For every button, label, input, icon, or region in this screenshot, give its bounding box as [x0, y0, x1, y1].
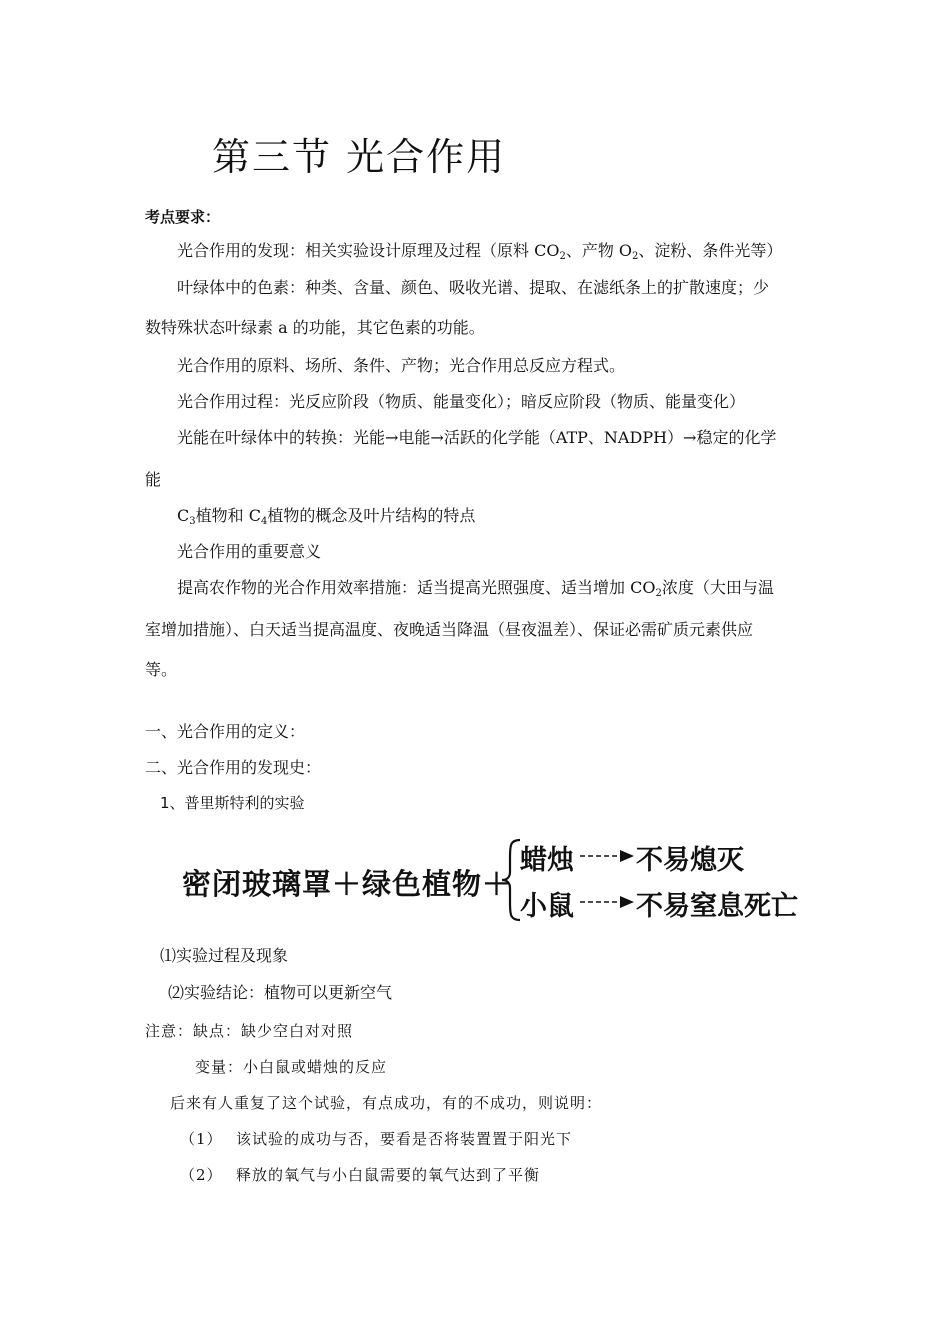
requirements-heading: 考点要求：: [145, 208, 221, 226]
req-efficiency-line2: 室增加措施）、白天适当提高温度、夜晚适当降温（昼夜温差）、保证必需矿质元素供应: [145, 620, 754, 639]
mouse-result: 不易窒息死亡: [636, 891, 798, 922]
section-priestley: 1、普里斯特利的实验: [160, 794, 305, 812]
req-efficiency-line3: 等。: [145, 660, 178, 679]
diagram-left-text: 密闭玻璃罩＋绿色植物＋: [182, 867, 513, 901]
req-discovery-a: 光合作用的发现：相关实验设计原理及过程（原料 CO: [177, 241, 560, 260]
co2-subscript: 2: [559, 251, 566, 262]
c3c4-end: 植物的概念及叶片结构的特点: [267, 506, 476, 525]
req-discovery-c: 、淀粉、条件光等）: [638, 241, 783, 260]
c3c4-mid: 植物和 C: [195, 506, 261, 525]
note-attention: 注意：缺点：缺少空白对对照: [145, 1022, 354, 1040]
c4-subscript: 4: [260, 516, 268, 527]
c3-subscript: 3: [189, 516, 196, 527]
req-c3c4: [177, 506, 475, 526]
section-one: 一、光合作用的定义：: [145, 722, 306, 741]
arrow-right-icon: [578, 891, 636, 913]
page-title: 第三节 光合作用: [212, 135, 507, 179]
efficiency-a: 提高农作物的光合作用效率措施：适当提高光照强度、适当增加 CO: [177, 578, 656, 597]
efficiency-b: 浓度（大田与温: [661, 578, 774, 597]
req-significance: 光合作用的重要意义: [177, 542, 322, 561]
o2-subscript: 2: [632, 251, 639, 262]
req-process: 光合作用过程：光反应阶段（物质、能量变化）；暗反应阶段（物质、能量变化）: [177, 392, 746, 411]
note-item2: 释放的氧气与小白鼠需要的氧气达到了平衡: [236, 1166, 541, 1184]
co2-subscript: 2: [655, 588, 662, 599]
note-item2-number: （2）: [180, 1166, 223, 1184]
note-later: 后来有人重复了这个试验，有点成功，有的不成功，则说明：: [170, 1094, 603, 1112]
note-variable: 变量：小白鼠或蜡烛的反应: [195, 1058, 388, 1076]
req-discovery-b: 、产物 O: [565, 241, 633, 260]
note-item1-number: （1）: [180, 1130, 223, 1148]
experiment-process: ⑴实验过程及现象: [160, 946, 289, 965]
c3c4-c: C: [177, 506, 190, 525]
section-two: 二、光合作用的发现史：: [145, 758, 322, 777]
candle-label: 蜡烛: [520, 845, 574, 876]
req-discovery: [177, 241, 782, 261]
req-energy-line2: 能: [145, 470, 162, 489]
req-pigments-line1: 叶绿体中的色素：种类、含量、颜色、吸收光谱、提取、在滤纸条上的扩散速度；少: [177, 278, 770, 297]
req-efficiency-line1: [177, 578, 774, 598]
req-raw-materials: 光合作用的原料、场所、条件、产物；光合作用总反应方程式。: [177, 356, 626, 375]
candle-result: 不易熄灭: [636, 845, 744, 876]
note-item1: 该试验的成功与否，要看是否将装置置于阳光下: [236, 1130, 573, 1148]
arrow-right-icon: [578, 845, 636, 867]
req-energy-line1: 光能在叶绿体中的转换：光能→电能→活跃的化学能（ATP、NADPH）→稳定的化学: [177, 428, 777, 447]
req-pigments-line2: 数特殊状态叶绿素 a 的功能，其它色素的功能。: [145, 318, 485, 337]
mouse-label: 小鼠: [520, 891, 574, 922]
experiment-conclusion: ⑵实验结论：植物可以更新空气: [168, 983, 393, 1002]
